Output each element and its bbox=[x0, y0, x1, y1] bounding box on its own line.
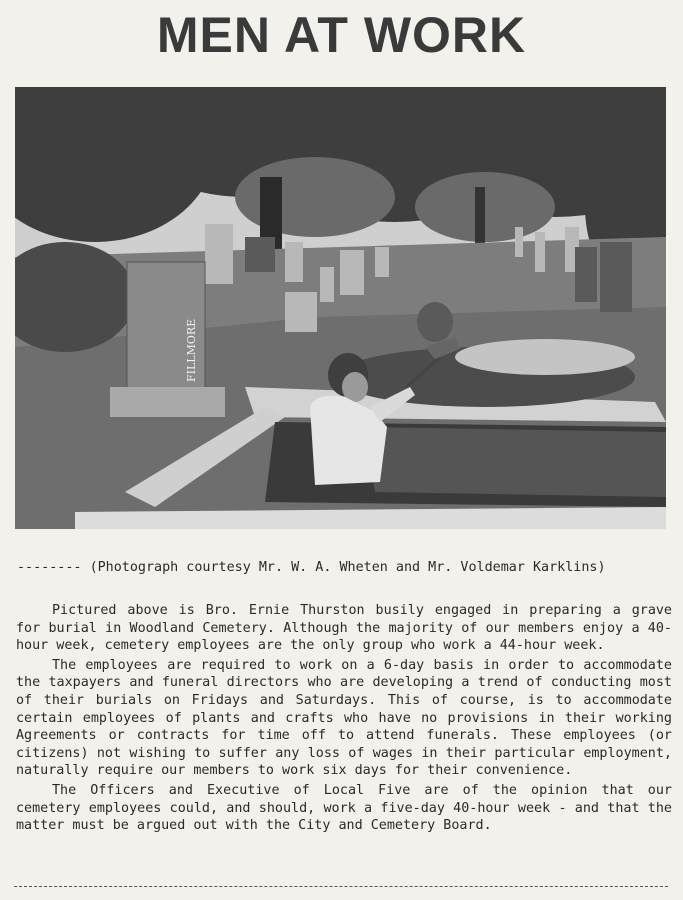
photo-illustration bbox=[15, 87, 666, 529]
bottom-rule bbox=[14, 886, 668, 887]
cemetery-photograph bbox=[15, 87, 666, 529]
caption-text: (Photograph courtesy Mr. W. A. Wheten and Mr. Voldemar Karklins) bbox=[89, 560, 606, 575]
article-body bbox=[16, 602, 672, 837]
article-paragraph: Pictured above is Bro. Ernie Thurston busily engaged in preparing a grave for burial in Woodland Cemetery. Although the majority of our members enjoy a 40-hour week, cemetery employees are the only group who work a 44-hour week. bbox=[16, 603, 672, 654]
headline: MEN AT WORK bbox=[156, 7, 527, 63]
photo-caption bbox=[17, 560, 677, 575]
headstone-inscription: FILLMORE bbox=[185, 318, 198, 382]
article-paragraph: The Officers and Executive of Local Five are of the opinion that our cemetery employees could, and should, work a five-day 40-hour week - and that the matter must be argued out with the City and Cemetery Board. bbox=[16, 782, 672, 834]
caption-dashes: -------- bbox=[17, 560, 82, 575]
article-paragraph: The employees are required to work on a 6-day basis in order to accommodate the taxpayers and funeral directors who are developing a trend of conducting most of their burials on Fridays and Saturdays. This of course, is to accommodate certain employees of plants and crafts who have no provisions in their working Agreements or contracts for time off to attend funerals. These employees (or citizens) not wishing to suffer any loss of wages in their particular employment, naturally require our members to work six days for their convenience. bbox=[16, 657, 672, 779]
